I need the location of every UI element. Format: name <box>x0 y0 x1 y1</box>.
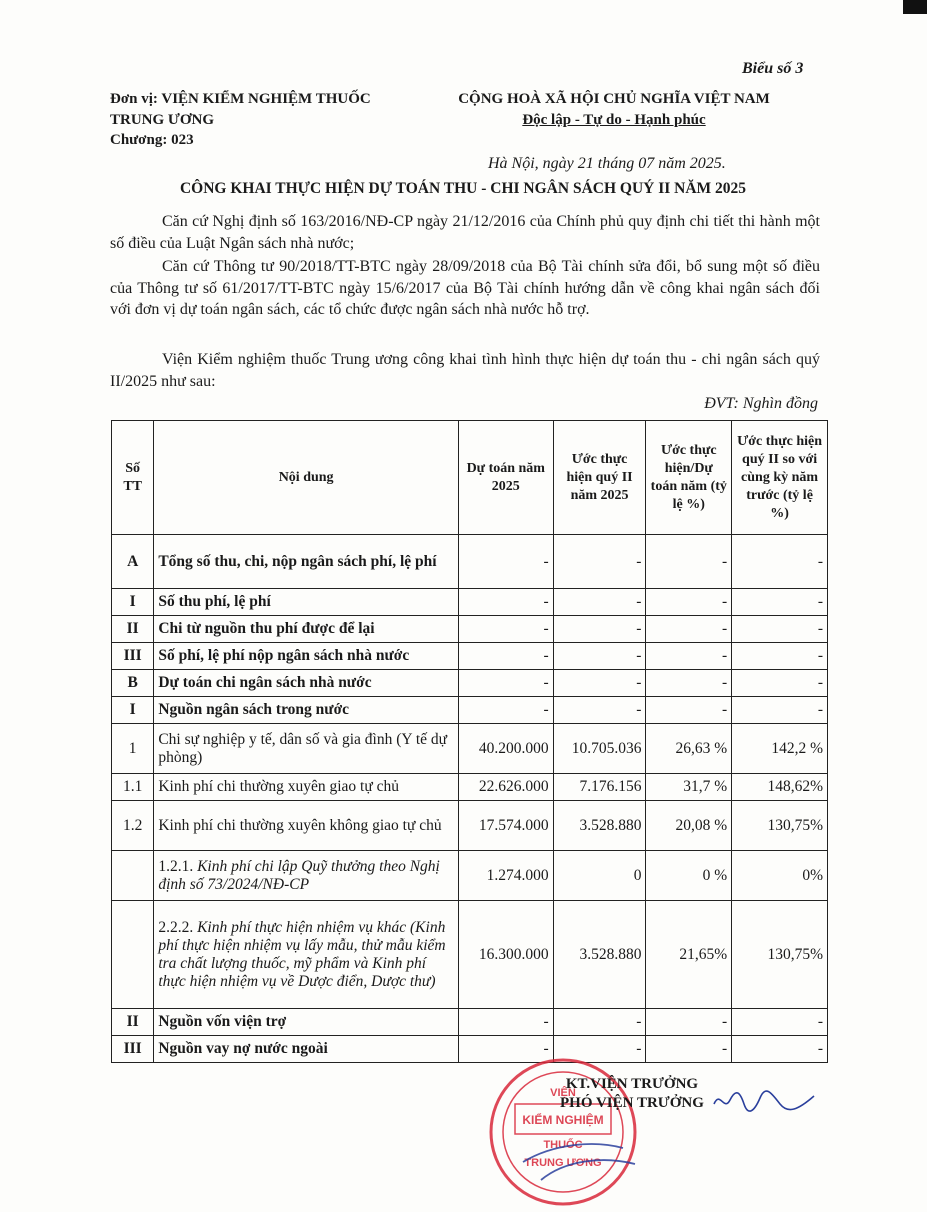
header-yoy: Ước thực hiện quý II so với cùng kỳ năm trước (tỷ lệ %) <box>732 421 828 535</box>
row-yoy: 148,62% <box>732 774 828 801</box>
row-content: Chi từ nguồn thu phí được để lại <box>154 616 459 643</box>
row-ratio: 26,63 % <box>646 724 732 774</box>
row-content: Nguồn vốn viện trợ <box>154 1009 459 1036</box>
row-q2-estimate: - <box>553 616 646 643</box>
row-content: Dự toán chi ngân sách nhà nước <box>154 670 459 697</box>
row-ratio: - <box>646 535 732 589</box>
table-row <box>112 774 828 801</box>
row-budget: - <box>458 643 553 670</box>
row-q2-estimate: - <box>553 697 646 724</box>
row-content <box>154 851 459 901</box>
paragraph-legal-basis-2: Căn cứ Thông tư 90/2018/TT-BTC ngày 28/09/2018 của Bộ Tài chính sửa đổi, bổ sung một số điều của Thông tư số 61/2017/TT-BTC ngày 15/6/2017 của Bộ Tài chính hướng dẫn về công khai ngân sách đối với đơn vị dự toán ngân sách, các tổ chức được ngân sách nhà nước hỗ trợ. <box>110 258 820 318</box>
row-q2-estimate: 0 <box>553 851 646 901</box>
row-content: Nguồn ngân sách trong nước <box>154 697 459 724</box>
row-budget: 17.574.000 <box>458 801 553 851</box>
row-q2-estimate: 7.176.156 <box>553 774 646 801</box>
row-q2-estimate: 3.528.880 <box>553 901 646 1009</box>
row-ratio: - <box>646 670 732 697</box>
signature-title-2: PHÓ VIỆN TRƯỞNG <box>560 1095 704 1111</box>
row-content-text: Kinh phí chi lập Quỹ thưởng theo Nghị định số 73/2024/NĐ-CP <box>158 857 440 893</box>
row-stt <box>112 851 154 901</box>
row-q2-estimate: - <box>553 589 646 616</box>
row-budget: - <box>458 535 553 589</box>
row-q2-estimate: - <box>553 1009 646 1036</box>
row-yoy: - <box>732 1009 828 1036</box>
row-yoy: - <box>732 589 828 616</box>
row-yoy: 0% <box>732 851 828 901</box>
row-q2-estimate: - <box>553 1036 646 1063</box>
row-content-number: 1.2.1. <box>158 857 198 875</box>
row-stt: I <box>112 589 154 616</box>
row-yoy: - <box>732 670 828 697</box>
table-row <box>112 851 828 901</box>
row-content: Tổng số thu, chi, nộp ngân sách phí, lệ phí <box>154 535 459 589</box>
row-q2-estimate: - <box>553 670 646 697</box>
table-row <box>112 1036 828 1063</box>
row-ratio: - <box>646 1036 732 1063</box>
table-row <box>112 589 828 616</box>
row-budget: - <box>458 616 553 643</box>
row-ratio: - <box>646 643 732 670</box>
row-yoy: - <box>732 1036 828 1063</box>
table-row <box>112 643 828 670</box>
table-row <box>112 535 828 589</box>
chapter-code: Chương: 023 <box>110 132 194 148</box>
paragraph-legal-basis-1: Căn cứ Nghị định số 163/2016/NĐ-CP ngày 21/12/2016 của Chính phủ quy định chi tiết thi hành một số điều của Luật Ngân sách nhà nước; <box>110 213 820 252</box>
row-stt: II <box>112 616 154 643</box>
row-budget: - <box>458 697 553 724</box>
row-budget: 16.300.000 <box>458 901 553 1009</box>
row-yoy: 130,75% <box>732 901 828 1009</box>
row-content: Kinh phí chi thường xuyên giao tự chủ <box>154 774 459 801</box>
budget-table <box>111 420 828 1063</box>
row-stt: A <box>112 535 154 589</box>
row-budget: - <box>458 1036 553 1063</box>
row-stt: 1.1 <box>112 774 154 801</box>
row-content: Số phí, lệ phí nộp ngân sách nhà nước <box>154 643 459 670</box>
row-yoy: - <box>732 535 828 589</box>
row-content: Nguồn vay nợ nước ngoài <box>154 1036 459 1063</box>
table-row <box>112 801 828 851</box>
scan-corner-mark <box>903 0 927 14</box>
table-row <box>112 616 828 643</box>
header-budget: Dự toán năm 2025 <box>458 421 553 535</box>
table-row <box>112 724 828 774</box>
row-stt: I <box>112 697 154 724</box>
row-q2-estimate: 10.705.036 <box>553 724 646 774</box>
signature-block <box>560 1075 704 1113</box>
nation-name: CỘNG HOÀ XÃ HỘI CHỦ NGHĨA VIỆT NAM <box>458 91 770 107</box>
table-row <box>112 670 828 697</box>
row-ratio: - <box>646 589 732 616</box>
row-q2-estimate: - <box>553 535 646 589</box>
stamp-text-4: TRUNG ƯƠNG <box>524 1157 602 1169</box>
row-content: Số thu phí, lệ phí <box>154 589 459 616</box>
row-content-text: Kinh phí thực hiện nhiệm vụ khác (Kinh phí thực hiện nhiệm vụ lấy mẫu, thử mẫu kiểm tra chất lượng thuốc, mỹ phẩm và Kinh phí thực hiện nhiệm vụ về Dược điển, Dược thư) <box>158 918 446 990</box>
row-yoy: - <box>732 616 828 643</box>
table-row <box>112 1009 828 1036</box>
unit-line-1: Đơn vị: VIỆN KIỂM NGHIỆM THUỐC <box>110 91 371 107</box>
stamp-text-1: VIỆN <box>550 1087 576 1099</box>
header-q2-estimate: Ước thực hiện quý II năm 2025 <box>553 421 646 535</box>
row-budget: 1.274.000 <box>458 851 553 901</box>
row-content-number: 2.2.2. <box>158 918 198 936</box>
unit-line-2: TRUNG ƯƠNG <box>110 112 215 128</box>
table-row <box>112 697 828 724</box>
row-yoy: 142,2 % <box>732 724 828 774</box>
header-stt: Số TT <box>112 421 154 535</box>
row-content: Chi sự nghiệp y tế, dân số và gia đình (Y tế dự phòng) <box>154 724 459 774</box>
table-row <box>112 901 828 1009</box>
row-ratio: - <box>646 616 732 643</box>
row-stt: B <box>112 670 154 697</box>
row-q2-estimate: - <box>553 643 646 670</box>
row-ratio: - <box>646 1009 732 1036</box>
stamp-text-2: KIỂM NGHIỆM <box>522 1113 604 1127</box>
row-stt <box>112 901 154 1009</box>
row-budget: - <box>458 1009 553 1036</box>
paragraph-intro: Viện Kiểm nghiệm thuốc Trung ương công khai tình hình thực hiện dự toán thu - chi ngân sách quý II/2025 như sau: <box>110 351 820 390</box>
header-content: Nội dung <box>154 421 459 535</box>
row-budget: 22.626.000 <box>458 774 553 801</box>
form-number: Biểu số 3 <box>742 60 804 77</box>
table-header-row <box>112 421 828 535</box>
row-stt: III <box>112 1036 154 1063</box>
row-stt: 1 <box>112 724 154 774</box>
row-content <box>154 901 459 1009</box>
row-q2-estimate: 3.528.880 <box>553 801 646 851</box>
row-yoy: - <box>732 697 828 724</box>
header-ratio: Ước thực hiện/Dự toán năm (tỷ lệ %) <box>646 421 732 535</box>
row-ratio: - <box>646 697 732 724</box>
dateline: Hà Nội, ngày 21 tháng 07 năm 2025. <box>488 155 726 172</box>
row-stt: II <box>112 1009 154 1036</box>
row-content: Kinh phí chi thường xuyên không giao tự chủ <box>154 801 459 851</box>
row-ratio: 0 % <box>646 851 732 901</box>
national-header <box>438 89 790 131</box>
row-budget: - <box>458 589 553 616</box>
row-yoy: 130,75% <box>732 801 828 851</box>
row-ratio: 21,65% <box>646 901 732 1009</box>
unit-name <box>110 89 371 131</box>
row-budget: - <box>458 670 553 697</box>
national-motto: Độc lập - Tự do - Hạnh phúc <box>522 112 706 128</box>
row-budget: 40.200.000 <box>458 724 553 774</box>
row-ratio: 31,7 % <box>646 774 732 801</box>
stamp-text-3: THUỐC <box>543 1139 583 1151</box>
handwritten-signature <box>710 1082 820 1122</box>
row-stt: 1.2 <box>112 801 154 851</box>
signature-title-1: KT.VIỆN TRƯỞNG <box>565 1076 699 1092</box>
document-title: CÔNG KHAI THỰC HIỆN DỰ TOÁN THU - CHI NGÂN SÁCH QUÝ II NĂM 2025 <box>179 180 747 197</box>
unit-note: ĐVT: Nghìn đồng <box>704 395 818 412</box>
row-yoy: - <box>732 643 828 670</box>
row-stt: III <box>112 643 154 670</box>
row-ratio: 20,08 % <box>646 801 732 851</box>
